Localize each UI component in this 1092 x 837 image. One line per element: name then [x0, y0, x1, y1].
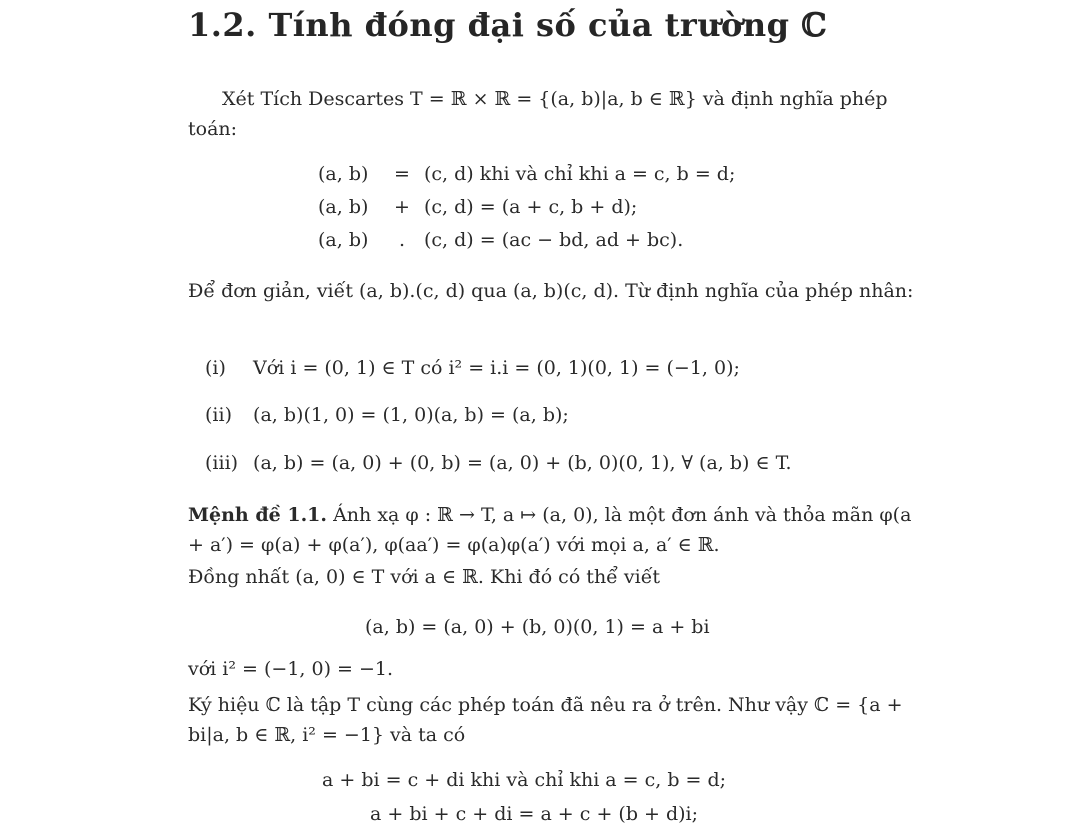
- def-lhs: (a, b): [318, 196, 369, 218]
- list-item-text: (a, b) = (a, 0) + (0, b) = (a, 0) + (b, 0)(0, 1), ∀ (a, b) ∈ T.: [253, 452, 792, 474]
- proposition-title: Mệnh đề 1.1.: [188, 504, 328, 526]
- def-rhs: (c, d) = (ac − bd, ad + bc).: [424, 229, 684, 251]
- list-item: [205, 400, 569, 430]
- equation-complex-form: (a, b) = (a, 0) + (b, 0)(0, 1) = a + bi: [365, 616, 710, 638]
- operation-definitions: [318, 158, 735, 257]
- proposition-text: Ánh xạ φ : ℝ → T, a ↦ (a, 0), là một đơn ánh và thỏa mãn φ(a + a′) = φ(a) + φ(a′), φ(aa′) = φ(a)φ(a′) với mọi a, a′ ∈ ℝ.: [188, 504, 912, 556]
- paragraph-complex-set: Ký hiệu ℂ là tập T cùng các phép toán đã nêu ra ở trên. Như vậy ℂ = {a + bi|a, b ∈ ℝ, i² = −1} và ta có: [188, 694, 903, 746]
- list-item-label: (i): [205, 357, 226, 379]
- equation-addition: a + bi + c + di = a + c + (b + d)i;: [370, 803, 699, 825]
- paragraph-i-squared: với i² = (−1, 0) = −1.: [188, 658, 394, 680]
- list-item-text: (a, b)(1, 0) = (1, 0)(a, b) = (a, b);: [253, 404, 569, 426]
- def-op: =: [394, 163, 410, 185]
- list-item-text: Với i = (0, 1) ∈ T có i² = i.i = (0, 1)(0, 1) = (−1, 0);: [253, 357, 740, 379]
- def-op: +: [394, 196, 410, 218]
- list-item: [205, 353, 740, 383]
- list-item-label: (iii): [205, 452, 239, 474]
- section-heading: 1.2. Tính đóng đại số của trường ℂ: [188, 6, 828, 44]
- def-rhs: (c, d) khi và chỉ khi a = c, b = d;: [424, 163, 736, 185]
- def-rhs: (c, d) = (a + c, b + d);: [424, 196, 638, 218]
- list-item-label: (ii): [205, 404, 232, 426]
- paragraph-definition-intro: Xét Tích Descartes T = ℝ × ℝ = {(a, b)|a, b ∈ ℝ} và định nghĩa phép toán:: [188, 88, 888, 140]
- equation-equality: a + bi = c + di khi và chỉ khi a = c, b = d;: [322, 769, 727, 791]
- list-item: [205, 448, 792, 478]
- def-lhs: (a, b): [318, 229, 369, 251]
- def-lhs: (a, b): [318, 163, 369, 185]
- paragraph-multiplication-note: Để đơn giản, viết (a, b).(c, d) qua (a, b)(c, d). Từ định nghĩa của phép nhân:: [188, 280, 914, 302]
- proposition: [188, 500, 914, 560]
- def-op: .: [398, 229, 406, 251]
- paragraph-identification: Đồng nhất (a, 0) ∈ T với a ∈ ℝ. Khi đó có thể viết: [188, 566, 661, 588]
